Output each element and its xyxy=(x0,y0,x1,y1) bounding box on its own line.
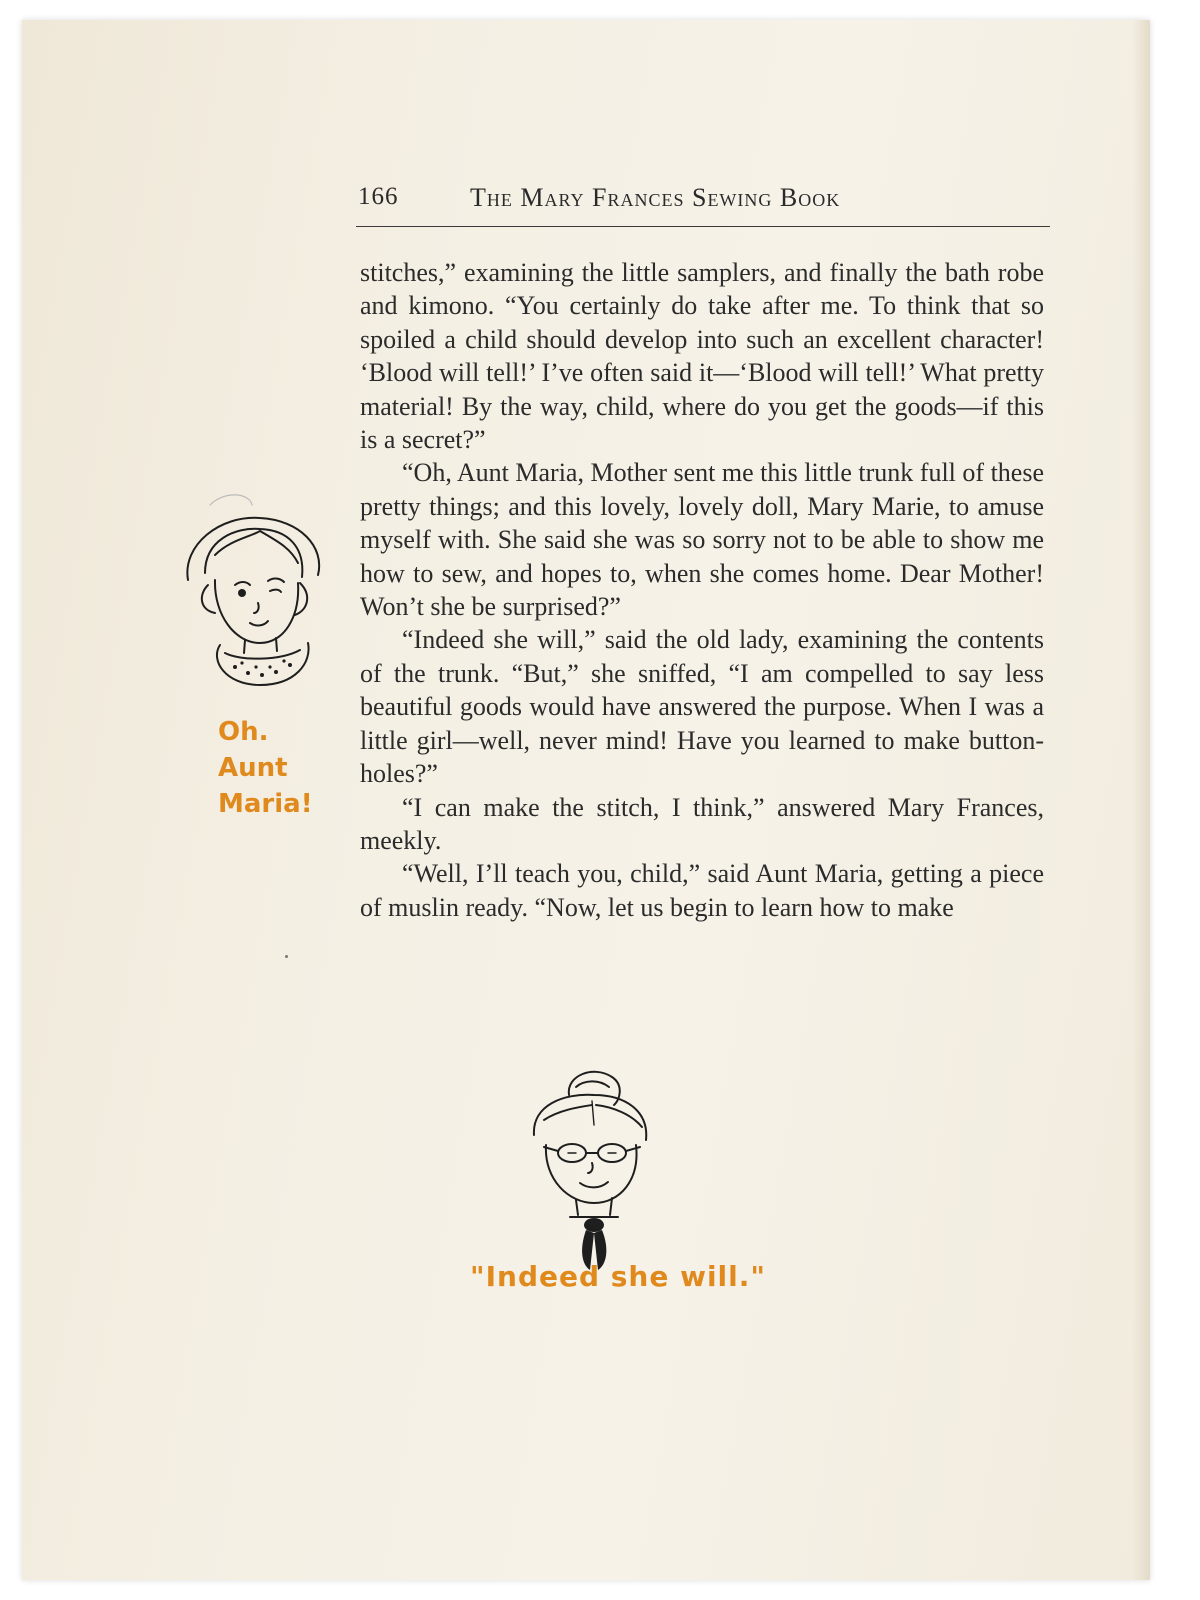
page-number: 166 xyxy=(358,183,399,210)
paragraph: “Indeed she will,” said the old lady, examining the contents of the trunk. “But,” she sniffed, “I am compelled to say less beautiful goods would have answered the purpose. When I was a little girl—well, never mind! Have you learned to make button-holes?” xyxy=(360,625,1044,789)
page-header xyxy=(358,183,1048,213)
body-text xyxy=(360,256,1044,924)
aunt-maria-caption: "Indeed she will." xyxy=(470,1260,766,1293)
header-rule xyxy=(356,226,1050,227)
running-title: The Mary Frances Sewing Book xyxy=(470,183,841,212)
girl-caption: Oh. Aunt Maria! xyxy=(218,717,313,819)
paragraph: stitches,” examining the little samplers, and finally the bath robe and kimono. “You certainly do take after me. To think that so spoiled a child should develop into such an excellent character! ‘Blood will tell!’ I’ve often said it—‘Blood will tell!’ What pretty material! By the way, child, where do you get the goods—if this is a secret?” xyxy=(360,258,1044,455)
paragraph: “Oh, Aunt Maria, Mother sent me this little trunk full of these pretty things; and this lovely, lovely doll, Mary Marie, to amuse myself with. She said she was so sorry not to be able to show me how to sew, and hopes to, when she comes home. Dear Mother! Won’t she be surprised?” xyxy=(360,458,1044,622)
aunt-maria-portrait-illustration xyxy=(524,1065,664,1290)
ink-speck xyxy=(285,955,288,958)
paragraph: “I can make the stitch, I think,” answered Mary Frances, meekly. xyxy=(360,792,1044,855)
girl-portrait-illustration xyxy=(180,485,330,700)
paragraph: “Well, I’ll teach you, child,” said Aunt Maria, getting a piece of muslin ready. “Now, let us begin to learn how to make xyxy=(360,859,1044,922)
